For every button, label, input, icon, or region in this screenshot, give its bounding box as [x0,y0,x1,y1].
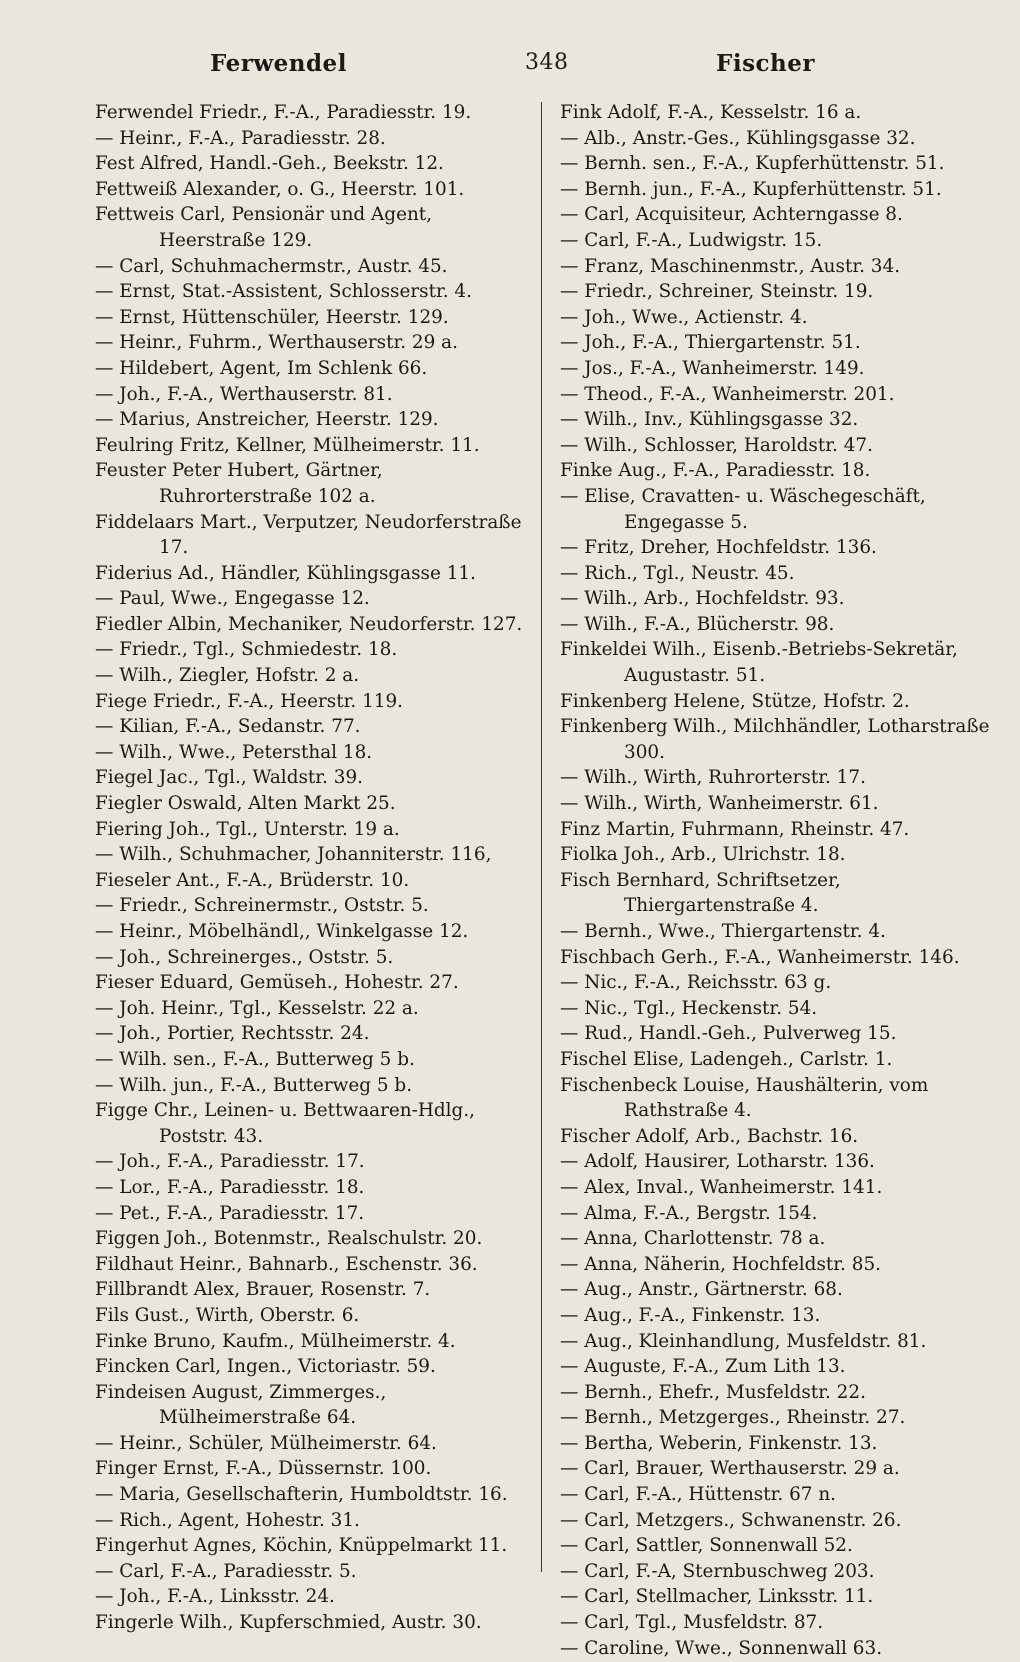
directory-entry: — Carl, Schuhmachermstr., Austr. 45. [95,255,448,277]
directory-entry: — Joh., Wwe., Actienstr. 4. [560,306,808,328]
directory-entry: Fiedler Albin, Mechaniker, Neudorferstr. 127. [95,613,523,635]
directory-entry: — Carl, Sattler, Sonnenwall 52. [560,1535,853,1557]
directory-entry: Fiege Friedr., F.-A., Heerstr. 119. [95,690,404,712]
directory-entry: — Wilh. sen., F.-A., Butterweg 5 b. [95,1048,415,1070]
directory-entry: — Joh., Schreinerges., Oststr. 5. [95,946,394,968]
directory-entry: — Wilh., Ziegler, Hofstr. 2 a. [95,665,360,687]
directory-entry: — Rich., Tgl., Neustr. 45. [560,562,795,584]
directory-entry: Finkenberg Wilh., Milchhändler, Lotharstraße 300. [560,716,990,763]
directory-entry: — Rud., Handl.-Geh., Pulverweg 15. [560,1023,897,1045]
directory-entry: — Wilh., Schlosser, Haroldstr. 47. [560,434,873,456]
directory-entry: Fettweiß Alexander, o. G., Heerstr. 101. [95,178,465,200]
directory-entry: Feuster Peter Hubert, Gärtner, Ruhrorterstraße 102 a. [95,460,383,507]
directory-entry: Finz Martin, Fuhrmann, Rheinstr. 47. [560,818,910,840]
directory-entry: — Paul, Wwe., Engegasse 12. [95,588,370,610]
directory-entry: Fest Alfred, Handl.-Geh., Beekstr. 12. [95,153,444,175]
directory-entry: — Alb., Anstr.-Ges., Kühlingsgasse 32. [560,127,916,149]
directory-entry: — Wilh., Inv., Kühlingsgasse 32. [560,409,859,431]
directory-entry: Fiddelaars Mart., Verputzer, Neudorferstraße 17. [95,511,522,559]
directory-entry: — Carl, F.-A, Sternbuschweg 203. [560,1560,875,1582]
directory-entry: — Elise, Cravatten- u. Wäschegeschäft, Engegasse 5. [560,485,926,533]
directory-entry: — Joh. Heinr., Tgl., Kesselstr. 22 a. [95,997,419,1019]
directory-entry: — Auguste, F.-A., Zum Lith 13. [560,1356,846,1378]
directory-entry: — Lor., F.-A., Paradiesstr. 18. [95,1176,365,1198]
directory-entry: Fingerle Wilh., Kupferschmied, Austr. 30. [95,1612,482,1634]
directory-entry: — Aug., F.-A., Finkenstr. 13. [560,1304,821,1326]
directory-entry: — Heinr., Fuhrm., Werthauserstr. 29 a. [95,332,458,354]
directory-entry: — Fritz, Dreher, Hochfeldstr. 136. [560,537,877,559]
directory-entry: — Wilh., F.-A., Blücherstr. 98. [560,613,835,635]
directory-entry: Fischel Elise, Ladengeh., Carlstr. 1. [560,1048,893,1070]
directory-entry: — Caroline, Wwe., Sonnenwall 63. [560,1637,883,1659]
directory-entry: — Joh., F.-A., Werthauserstr. 81. [95,383,393,405]
directory-entry: — Ernst, Stat.-Assistent, Schlosserstr. 4. [95,281,472,303]
directory-entry: Fischbach Gerh., F.-A., Wanheimerstr. 146. [560,946,960,968]
page-number: 348 [525,50,569,75]
directory-entry: — Maria, Gesellschafterin, Humboldtstr. 16. [95,1484,508,1506]
directory-entry: — Jos., F.-A., Wanheimerstr. 149. [560,357,865,379]
directory-entry: — Bernh., Ehefr., Musfeldstr. 22. [560,1381,866,1403]
directory-entry: Fisch Bernhard, Schriftsetzer, Thiergartenstraße 4. [560,869,841,917]
directory-entry: — Alex, Inval., Wanheimerstr. 141. [560,1176,883,1198]
directory-entry: — Joh., F.-A., Paradiesstr. 17. [95,1151,365,1173]
column-divider [541,102,542,1572]
directory-entry: — Aug., Kleinhandlung, Musfeldstr. 81. [560,1330,927,1352]
directory-entry: — Carl, Acquisiteur, Achterngasse 8. [560,204,903,226]
directory-entry: Fiegel Jac., Tgl., Waldstr. 39. [95,767,364,789]
directory-entry: Ferwendel Friedr., F.-A., Paradiesstr. 19. [95,102,472,123]
directory-entry: — Joh., F.-A., Thiergartenstr. 51. [560,332,861,354]
directory-entry: Fincken Carl, Ingen., Victoriastr. 59. [95,1356,436,1378]
directory-entry: Finke Aug., F.-A., Paradiesstr. 18. [560,460,871,482]
directory-entry: — Heinr., F.-A., Paradiesstr. 28. [95,127,386,149]
directory-entry: Feulring Fritz, Kellner, Mülheimerstr. 11. [95,434,480,456]
directory-entry: — Pet., F.-A., Paradiesstr. 17. [95,1202,365,1224]
directory-entry: — Carl, F.-A., Ludwigstr. 15. [560,229,823,251]
header-left-keyword: Ferwendel [210,50,347,77]
directory-entry: — Marius, Anstreicher, Heerstr. 129. [95,409,439,431]
directory-entry: — Ernst, Hüttenschüler, Heerstr. 129. [95,306,449,328]
directory-entry: — Bernh., Wwe., Thiergartenstr. 4. [560,921,886,942]
directory-entry: — Wilh., Schuhmacher, Johanniterstr. 116, [95,844,492,866]
directory-entry: Fildhaut Heinr., Bahnarb., Eschenstr. 36. [95,1253,478,1275]
directory-entry: — Wilh., Wirth, Ruhrorterstr. 17. [560,767,866,789]
directory-entry: — Bernh. jun., F.-A., Kupferhüttenstr. 51. [560,178,942,200]
directory-entry: — Wilh., Wwe., Petersthal 18. [95,741,373,763]
right-column [560,100,992,1661]
directory-entry: — Theod., F.-A., Wanheimerstr. 201. [560,383,895,405]
directory-entry: — Carl, Brauer, Werthauserstr. 29 a. [560,1458,900,1480]
directory-entry: — Anna, Charlottenstr. 78 a. [560,1228,826,1250]
directory-entry: — Carl, Tgl., Musfeldstr. 87. [560,1612,824,1634]
directory-entry: Fieseler Ant., F.-A., Brüderstr. 10. [95,869,410,891]
directory-entry: Figge Chr., Leinen- u. Bettwaaren-Hdlg., Poststr. 43. [95,1100,476,1147]
directory-entry: Fischer Adolf, Arb., Bachstr. 16. [560,1125,859,1147]
directory-entry: — Carl, F.-A., Paradiesstr. 5. [95,1560,357,1582]
directory-entry: — Alma, F.-A., Bergstr. 154. [560,1202,818,1224]
directory-entry: — Kilian, F.-A., Sedanstr. 77. [95,716,361,738]
directory-entry: Finkenberg Helene, Stütze, Hofstr. 2. [560,690,910,712]
directory-entry: — Bertha, Weberin, Finkenstr. 13. [560,1432,878,1454]
directory-entry: Findeisen August, Zimmerges., Mülheimerstraße 64. [95,1381,387,1429]
directory-entry: — Aug., Anstr., Gärtnerstr. 68. [560,1279,843,1301]
directory-entry: Fingerhut Agnes, Köchin, Knüppelmarkt 11. [95,1535,508,1557]
directory-entry: Finger Ernst, F.-A., Düssernstr. 100. [95,1458,432,1480]
directory-entry: — Joh., Portier, Rechtsstr. 24. [95,1023,370,1045]
directory-entry: — Rich., Agent, Hohestr. 31. [95,1509,360,1531]
directory-entry: Finke Bruno, Kaufm., Mülheimerstr. 4. [95,1330,456,1352]
header-right-keyword: Fischer [716,50,815,77]
directory-entry: — Joh., F.-A., Linksstr. 24. [95,1586,335,1608]
directory-entry: — Friedr., Schreiner, Steinstr. 19. [560,281,874,303]
directory-entry: — Friedr., Tgl., Schmiedestr. 18. [95,639,398,661]
directory-entry: — Nic., F.-A., Reichsstr. 63 g. [560,972,832,994]
directory-entry: Fieser Eduard, Gemüseh., Hohestr. 27. [95,972,459,994]
directory-entry: Figgen Joh., Botenmstr., Realschulstr. 20. [95,1228,483,1250]
directory-entry: — Nic., Tgl., Heckenstr. 54. [560,997,818,1019]
directory-entry: Fiderius Ad., Händler, Kühlingsgasse 11. [95,562,476,584]
directory-entry: Fettweis Carl, Pensionär und Agent, Heerstraße 129. [95,204,433,251]
directory-entry: — Bernh., Metzgerges., Rheinstr. 27. [560,1407,906,1429]
directory-entry: Fiegler Oswald, Alten Markt 25. [95,793,396,815]
directory-entry: — Wilh. jun., F.-A., Butterweg 5 b. [95,1074,413,1096]
directory-entry: — Heinr., Möbelhändl,, Winkelgasse 12. [95,921,469,942]
left-column [95,100,525,1636]
directory-entry: Fils Gust., Wirth, Oberstr. 6. [95,1304,360,1326]
directory-entry: — Heinr., Schüler, Mülheimerstr. 64. [95,1432,437,1454]
directory-entry: — Carl, F.-A., Hüttenstr. 67 n. [560,1484,837,1506]
directory-entry: Fiolka Joh., Arb., Ulrichstr. 18. [560,844,846,866]
directory-entry: — Friedr., Schreinermstr., Oststr. 5. [95,895,429,917]
directory-entry: — Bernh. sen., F.-A., Kupferhüttenstr. 51. [560,153,945,175]
directory-entry: — Hildebert, Agent, Im Schlenk 66. [95,357,428,379]
directory-entry: Fink Adolf, F.-A., Kesselstr. 16 a. [560,102,862,123]
directory-entry: Fischenbeck Louise, Haushälterin, vom Rathstraße 4. [560,1074,929,1122]
directory-entry: — Wilh., Arb., Hochfeldstr. 93. [560,588,845,610]
directory-entry: — Carl, Metzgers., Schwanenstr. 26. [560,1509,902,1531]
directory-entry: — Franz, Maschinenmstr., Austr. 34. [560,255,901,277]
directory-entry: — Carl, Stellmacher, Linksstr. 11. [560,1586,874,1608]
directory-entry: — Adolf, Hausirer, Lotharstr. 136. [560,1151,875,1173]
directory-entry: Fiering Joh., Tgl., Unterstr. 19 a. [95,818,400,840]
directory-entry: — Wilh., Wirth, Wanheimerstr. 61. [560,793,879,815]
directory-entry: Fillbrandt Alex, Brauer, Rosenstr. 7. [95,1279,431,1301]
directory-entry: — Anna, Näherin, Hochfeldstr. 85. [560,1253,881,1275]
directory-entry: Finkeldei Wilh., Eisenb.-Betriebs-Sekretär, Augustastr. 51. [560,639,958,687]
